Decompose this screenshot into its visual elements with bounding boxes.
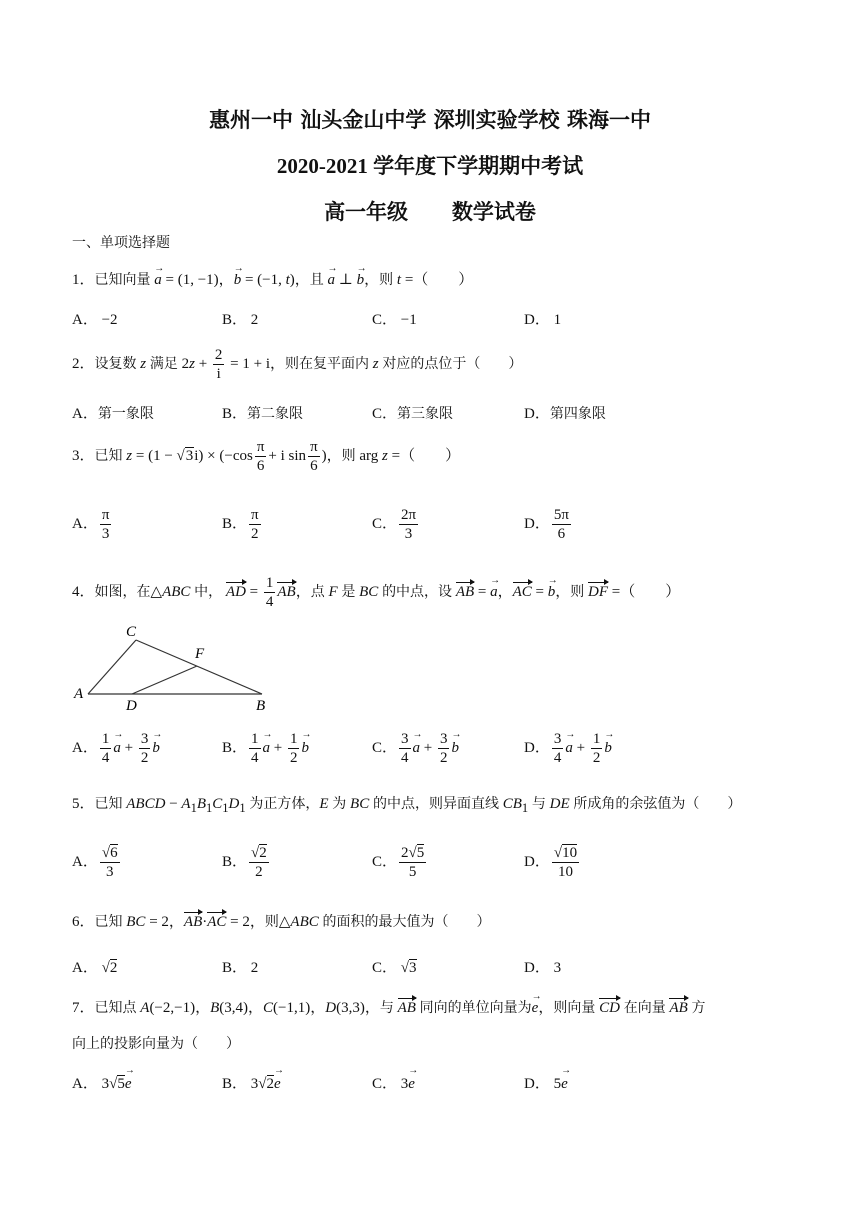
option-3b[interactable]: B． $\frac{\pi}{2}$ — [222, 507, 259, 542]
question-number: 3． — [72, 447, 95, 464]
option-3a[interactable]: A． $\frac{\pi}{3}$ — [72, 507, 110, 542]
option-6d[interactable]: D． 3 — [524, 960, 562, 976]
exam-subject: 高一年级 数学试卷 — [324, 200, 536, 224]
question-4: 4．如图，在△ABC 中， AD = $\frac{1}{4}$ AB，点 F 是 BC 的中点，设 AB = → a，AC = → b，则 DF =（ ） — [72, 574, 680, 611]
option-6a[interactable]: A． √2 — [72, 960, 118, 976]
label-c: C — [126, 624, 137, 640]
option-1c[interactable]: C． −1 — [372, 312, 417, 328]
option-7c[interactable]: C． 3→ e — [372, 1072, 415, 1093]
question-6: 6．已知 BC = 2，AB·AC = 2，则△ABC 的面积的最大值为（ ） — [72, 914, 491, 930]
option-4a[interactable]: A． $\frac{1}{4}$ → a + $\frac{3}{2}$ → b — [72, 730, 160, 767]
question-number: 7． — [72, 1000, 95, 1016]
question-7-cont: 向上的投影向量为（ ） — [72, 1036, 240, 1052]
question-number: 6． — [72, 914, 95, 930]
question-3: 3．已知 z = (1 − √3i) × (−cos $\frac{\pi}{6}$ + i sin $\frac{\pi}{6}$ )，则 arg z =（ ） — [72, 439, 461, 474]
question-number: 4． — [72, 583, 95, 600]
option-7b[interactable]: B． 3√2→ e — [222, 1072, 281, 1093]
question-2: 2．设复数 z 满足 2z + $\frac{2}{i}$ = 1 + i，则在复平面内 z 对应的点位于（ ） — [72, 347, 523, 382]
triangle-figure — [70, 622, 290, 712]
option-6b[interactable]: B． 2 — [222, 960, 259, 976]
option-2c[interactable]: C．第三象限 — [372, 406, 454, 422]
label-b: B — [256, 698, 266, 712]
option-1b[interactable]: B． 2 — [222, 312, 259, 328]
option-2b[interactable]: B．第二象限 — [222, 406, 304, 422]
label-f: F — [195, 646, 205, 662]
question-number: 5． — [72, 796, 95, 812]
question-7: 7．已知点 A(−2,−1)，B(3,4)，C(−1,1)，D(3,3)，与 AB 同向的单位向量为→ e，则向量 CD 在向量 AB 方 — [72, 998, 706, 1018]
option-2d[interactable]: D．第四象限 — [524, 406, 606, 422]
option-7d[interactable]: D． 5→ e — [524, 1072, 568, 1093]
option-5a[interactable]: A． $\frac{√6}{3}$ — [72, 845, 118, 880]
edge-ac — [88, 640, 136, 694]
option-6c[interactable]: C． √3 — [372, 960, 417, 976]
option-1a[interactable]: A． −2 — [72, 312, 118, 328]
question-number: 1． — [72, 272, 95, 288]
question-number: 2． — [72, 355, 95, 372]
question-5: 5．已知 ABCD − $A_1B_1C_1D_1$ 为正方体，E 为 BC 的中点，则异面直线 $CB_1$ 与 DE 所成角的余弦值为（ ） — [72, 796, 742, 815]
option-5d[interactable]: D． $\frac{√10}{10}$ — [524, 845, 578, 880]
option-1d[interactable]: D． 1 — [524, 312, 562, 328]
option-7a[interactable]: A． 3√5→ e — [72, 1072, 132, 1093]
option-5b[interactable]: B． $\frac{√2}{2}$ — [222, 845, 267, 880]
option-5c[interactable]: C． $\frac{2√5}{5}$ — [372, 845, 425, 880]
section-heading: 一、单项选择题 — [72, 235, 170, 251]
segment-df — [132, 666, 197, 694]
option-4b[interactable]: B． $\frac{1}{4}$ → a + $\frac{1}{2}$ → b — [222, 730, 309, 767]
exam-term: 2020-2021 学年度下学期期中考试 — [276, 154, 584, 178]
option-4d[interactable]: D． $\frac{3}{4}$ → a + $\frac{1}{2}$ → b — [524, 730, 612, 767]
option-3d[interactable]: D． $\frac{5\pi}{6}$ — [524, 507, 569, 542]
option-3c[interactable]: C． $\frac{2\pi}{3}$ — [372, 507, 417, 542]
option-2a[interactable]: A．第一象限 — [72, 406, 154, 422]
label-d: D — [126, 698, 137, 712]
school-names: 惠州一中 汕头金山中学 深圳实验学校 珠海一中 — [209, 108, 651, 132]
question-1: 1．已知向量 → a = (1, −1)，→ b = (−1, t)，且 → a ⊥ → b，则 t =（ ） — [72, 270, 473, 290]
label-a: A — [74, 686, 84, 702]
option-4c[interactable]: C． $\frac{3}{4}$ → a + $\frac{3}{2}$ → b — [372, 730, 459, 767]
